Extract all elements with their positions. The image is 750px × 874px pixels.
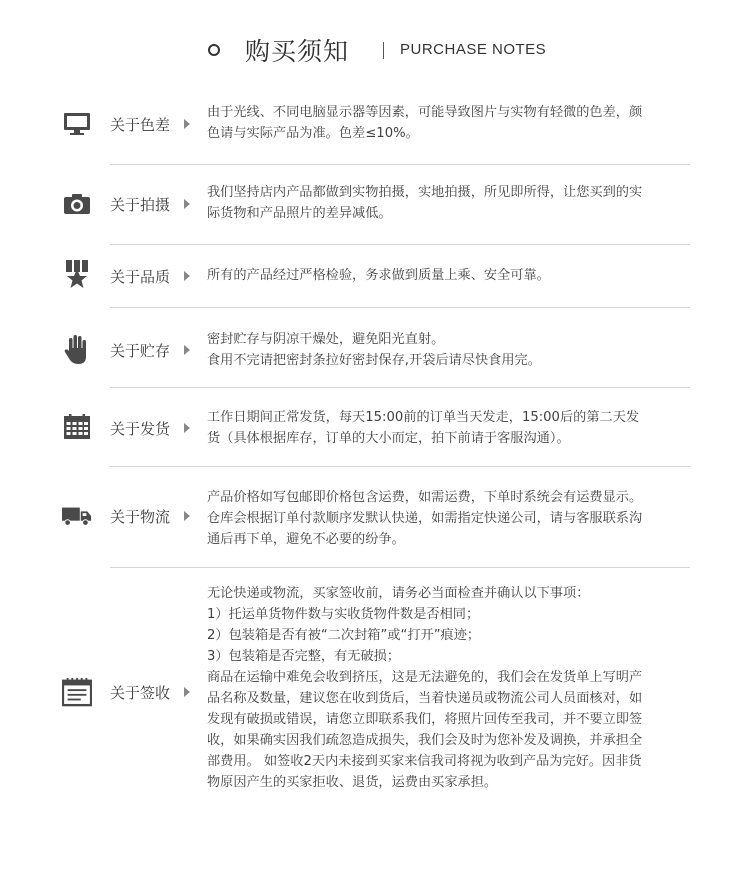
chevron-right-icon [184, 199, 190, 209]
section-text: 产品价格如写包邮即价格包含运费，如需运费，下单时系统会有运费显示。 仓库会根据订单付款顺序发默认快递，如需指定快递公司，请与客服联系沟 通后再下单，避免不必要的纷争。 [207, 490, 643, 547]
hand-icon [62, 332, 92, 366]
title-separator [383, 42, 384, 59]
section-label: 关于签收 [110, 684, 171, 702]
section-label: 关于发货 [110, 420, 171, 438]
chevron-right-icon [184, 511, 190, 521]
note-section-color [0, 100, 750, 164]
truck-icon [62, 502, 92, 530]
divider [110, 307, 690, 308]
section-text: 所有的产品经过严格检验，务求做到质量上乘、安全可靠。 [207, 268, 550, 283]
monitor-icon [62, 110, 92, 138]
divider [110, 567, 690, 568]
note-section-storage [0, 328, 750, 384]
divider [110, 244, 690, 245]
section-label: 关于物流 [110, 508, 171, 526]
note-section-quality [0, 255, 750, 307]
divider [110, 387, 690, 388]
note-section-photo [0, 180, 750, 244]
note-section-logistics [0, 487, 750, 565]
page-title: 购买须知 [245, 37, 350, 66]
calendar-icon [62, 413, 92, 441]
medal-icon [62, 260, 92, 288]
chevron-right-icon [184, 119, 190, 129]
circle-icon [208, 44, 220, 56]
note-section-receipt [0, 583, 750, 803]
notepad-icon [62, 677, 92, 707]
section-text: 我们坚持店内产品都做到实物拍摄，实地拍摄，所见即所得，让您买到的实 际货物和产品照片的差异减低。 [207, 185, 643, 221]
camera-icon [62, 190, 92, 218]
section-text: 无论快递或物流，买家签收前，请务必当面检查并确认以下事项： 1）托运单货物件数与实收货物件数是否相同； 2）包装箱是否有被“二次封箱”或“打开”痕迹； 3）包装箱是否完整，有无破损； 商品在运输中难免会收到挤压，这是无法避免的，我们会在发货单上写明产 品名称及数量，建议您在收到货后，当着快递员或物流公司人员面核对，如 发现有破损或错误，请您立即联系我们，将照片回传至我司，并不要立即签 收，如果确实因我们疏忽造成损失，我们会及时为您补发及调换，并承担全 部费用。 如签收2天内未接到买家来信我司将视为收到产品为完好。因非货 物原因产生的买家拒收、退货，运费由买家承担。 [207, 586, 643, 790]
section-label: 关于品质 [110, 268, 171, 286]
section-text: 密封贮存与阴凉干燥处，避免阳光直射。 食用不完请把密封条拉好密封保存,开袋后请尽快食用完。 [207, 332, 541, 368]
chevron-right-icon [184, 423, 190, 433]
section-label: 关于拍摄 [110, 196, 171, 214]
section-text: 工作日期间正常发货，每天15:00前的订单当天发走，15:00后的第二天发 货（具体根据库存，订单的大小而定，拍下前请于客服沟通）。 [207, 410, 640, 446]
section-label: 关于贮存 [110, 342, 171, 360]
chevron-right-icon [184, 687, 190, 697]
chevron-right-icon [184, 345, 190, 355]
divider [110, 466, 690, 467]
section-label: 关于色差 [110, 116, 171, 134]
note-section-shipping [0, 406, 750, 466]
section-text: 由于光线、不同电脑显示器等因素，可能导致图片与实物有轻微的色差，颜 色请与实际产品为准。色差≤10%。 [207, 105, 643, 141]
divider [110, 164, 690, 165]
chevron-right-icon [184, 271, 190, 281]
page-header [0, 30, 750, 70]
page-subtitle: PURCHASE NOTES [400, 41, 547, 58]
